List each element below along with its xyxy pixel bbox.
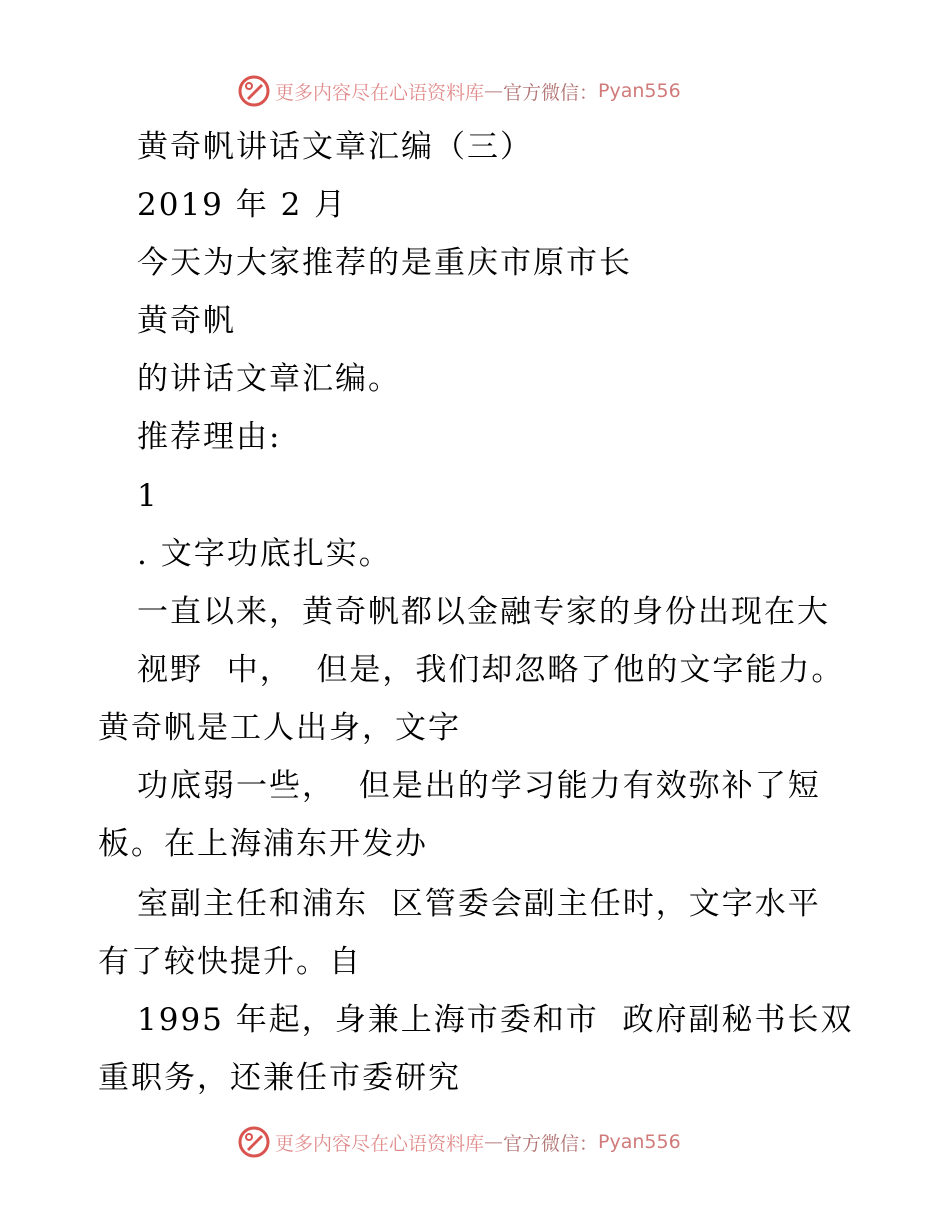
body-line: 的讲话文章汇编。 bbox=[137, 361, 401, 397]
footer-watermark bbox=[237, 1124, 681, 1160]
body-line: 板。在上海浦东开发办 bbox=[98, 826, 428, 862]
body-line: 功底弱一些， 但是出的学习能力有效弥补了短 bbox=[137, 768, 821, 804]
body-line: 视野 中， 但是，我们却忽略了他的文字能力。 bbox=[137, 652, 845, 688]
watermark-wechat-label: 官方微信： bbox=[503, 81, 599, 104]
body-line: 今天为大家推荐的是重庆市原市长 bbox=[137, 245, 632, 281]
list-item-heading: . 文字功底扎实。 bbox=[137, 536, 392, 572]
body-line: 黄奇帆是工人出身，文字 bbox=[98, 710, 461, 746]
body-line: 重职务，还兼任市委研究 bbox=[98, 1060, 461, 1096]
watermark-dash: — bbox=[484, 80, 504, 102]
body-line: 室副主任和浦东 区管委会副主任时，文字水平 bbox=[137, 886, 821, 922]
watermark-wechat-id: Pyan556 bbox=[598, 80, 681, 102]
list-number: 1 bbox=[137, 478, 159, 514]
header-watermark bbox=[237, 73, 681, 109]
watermark-dash: — bbox=[484, 1131, 504, 1153]
quill-seal-icon bbox=[237, 1125, 271, 1159]
body-line: 1995 年起，身兼上海市委和市 政府副秘书长双 bbox=[137, 1002, 854, 1038]
document-date: 2019 年 2 月 bbox=[137, 187, 348, 223]
body-line: 一直以来，黄奇帆都以金融专家的身份出现在大 bbox=[137, 594, 830, 630]
watermark-wechat-id: Pyan556 bbox=[598, 1131, 681, 1153]
watermark-main-text: 更多内容尽在心语资料库 bbox=[275, 81, 485, 104]
watermark-wechat-label: 官方微信： bbox=[503, 1132, 599, 1155]
quill-seal-icon bbox=[237, 74, 271, 108]
document-title: 黄奇帆讲话文章汇编（三） bbox=[137, 129, 533, 165]
body-line: 有了较快提升。自 bbox=[98, 944, 362, 980]
section-heading: 推荐理由: bbox=[137, 419, 282, 455]
body-line: 黄奇帆 bbox=[137, 303, 236, 339]
watermark-main-text: 更多内容尽在心语资料库 bbox=[275, 1132, 485, 1155]
